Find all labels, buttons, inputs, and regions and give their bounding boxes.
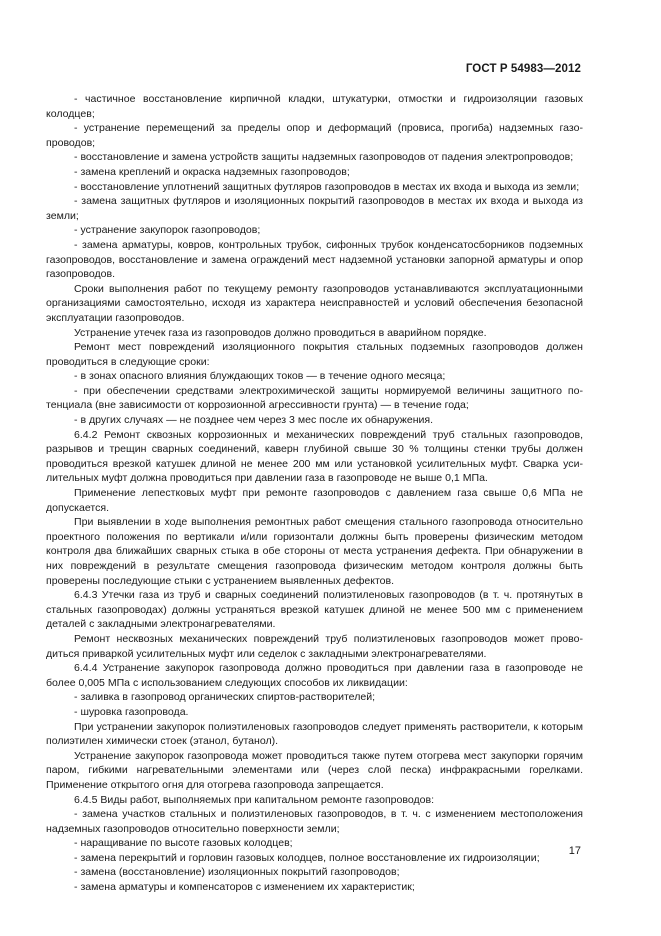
body-text bbox=[46, 92, 583, 895]
paragraph: - в других случаях — не позднее чем через 3 мес после их обнаружения. bbox=[74, 414, 434, 427]
paragraph: - в зонах опасного влияния блуждающих токов — в течение одного месяца; bbox=[74, 370, 446, 383]
paragraph: При выявлении в ходе выполнения ремонтных работ смещения стального газопровода относительно проектного положения по вертикали и/или горизонтали должны быть проверены физическим методом контроля два ближайших сварных стыка в обе стороны от места устранения дефекта. При обнаружении в них повреждений в результате смещения газопровода физическим методом контроля должны быть проверены последующие стыки с устранением выявленных дефектов. bbox=[46, 516, 583, 587]
paragraph: Устранение утечек газа из газопроводов должно проводиться в аварийном порядке. bbox=[74, 326, 487, 339]
paragraph: 6.4.2 Ремонт сквозных коррозионных и механических повреждений труб стальных газопроводов, разрывов и трещин сварных соединений, каверн глубиной свыше 30 % толщины стенки трубы должен проводиться врезкой катушек длиной не менее 200 мм или установкой усилительных муфт. Сварка усилительных муфт должна проводиться при давлении газа в газопроводе не выше 0,1 МПа. bbox=[46, 428, 583, 485]
standard-designation: ГОСТ Р 54983—2012 bbox=[465, 63, 581, 75]
paragraph: - наращивание по высоте газовых колодцев; bbox=[74, 837, 293, 850]
paragraph: 6.4.5 Виды работ, выполняемых при капитальном ремонте газопроводов: bbox=[74, 793, 435, 806]
paragraph: - замена арматуры и компенсаторов с изменением их характеристик; bbox=[74, 881, 415, 894]
paragraph: - частичное восстановление кирпичной кладки, штукатурки, отмостки и гидроизоляции газовых колодцев; bbox=[46, 93, 583, 120]
paragraph: - восстановление уплотнений защитных футляров газопроводов в местах их входа и выхода из земли; bbox=[74, 180, 580, 193]
paragraph: Сроки выполнения работ по текущему ремонту газопроводов устанавливаются эксплуатационными организациями самостоятельно, исходя из характера неисправностей и условий обеспечения безопасной эксплуатации газопроводов. bbox=[46, 282, 583, 324]
paragraph: - шуровка газопровода. bbox=[74, 705, 189, 718]
paragraph: - замена защитных футляров и изоляционных покрытий газопроводов в местах их входа и выхода из земли; bbox=[46, 195, 583, 222]
paragraph: Применение лепестковых муфт при ремонте газопроводов с давлением газа свыше 0,6 МПа не допускается. bbox=[46, 487, 583, 514]
paragraph: Ремонт несквозных механических повреждений труб полиэтиленовых газопроводов может проводиться приваркой усилительных муфт или седелок с закладными электронагревателями. bbox=[46, 632, 583, 660]
paragraph: - устранение закупорок газопроводов; bbox=[74, 224, 261, 237]
paragraph: - замена креплений и окраска надземных газопроводов; bbox=[74, 165, 350, 178]
page-number: 17 bbox=[568, 845, 581, 857]
paragraph: - замена (восстановление) изоляционных покрытий газопроводов; bbox=[74, 866, 400, 879]
paragraph: - восстановление и замена устройств защиты надземных газопроводов от падения электропроводов; bbox=[74, 151, 574, 164]
paragraph: 6.4.4 Устранение закупорок газопровода должно проводиться при давлении газа в газопроводе не более 0,005 МПа с использованием следующих способов их ликвидации: bbox=[46, 662, 583, 689]
paragraph: Устранение закупорок газопровода может проводиться также путем отогрева мест закупорки горячим паром, гибкими нагревательными элементами или (через слой песка) инфракрасными горелками. Применение открытого огня для отогрева газопровода запрещается. bbox=[46, 749, 583, 791]
paragraph: - заливка в газопровод органических спиртов-растворителей; bbox=[74, 691, 376, 704]
paragraph: - при обеспечении средствами электрохимической защиты нормируемой величины защитного потенциала (вне зависимости от коррозионной агрессивности грунта) — в течение года; bbox=[46, 384, 583, 412]
paragraph: При устранении закупорок полиэтиленовых газопроводов следует применять растворители, к которым полиэтилен химически стоек (этанол, бутанол). bbox=[46, 720, 583, 748]
paragraph: 6.4.3 Утечки газа из труб и сварных соединений полиэтиленовых газопроводов (в т. ч. протянутых в стальных газопроводах) должны устраняться врезкой катушек длиной не менее 500 мм с применением деталей с закладными электронагревателями. bbox=[46, 589, 583, 631]
paragraph: - замена участков стальных и полиэтиленовых газопроводов, в т. ч. с изменением местоположения надземных газопроводов относительно поверхности земли; bbox=[46, 808, 583, 835]
paragraph: - замена арматуры, ковров, контрольных трубок, сифонных трубок конденсатосборников подземных газопроводов, восстановление и замена ограждений мест надземной установки запорной арматуры и опор газопроводов. bbox=[46, 238, 583, 281]
paragraph: - замена перекрытий и горловин газовых колодцев, полное восстановление их гидроизоляции; bbox=[74, 851, 540, 864]
paragraph: Ремонт мест повреждений изоляционного покрытия стальных подземных газопроводов должен проводиться в следующие сроки: bbox=[46, 341, 583, 368]
paragraph: - устранение перемещений за пределы опор и деформаций (провиса, прогиба) надземных газопроводов; bbox=[46, 122, 583, 149]
